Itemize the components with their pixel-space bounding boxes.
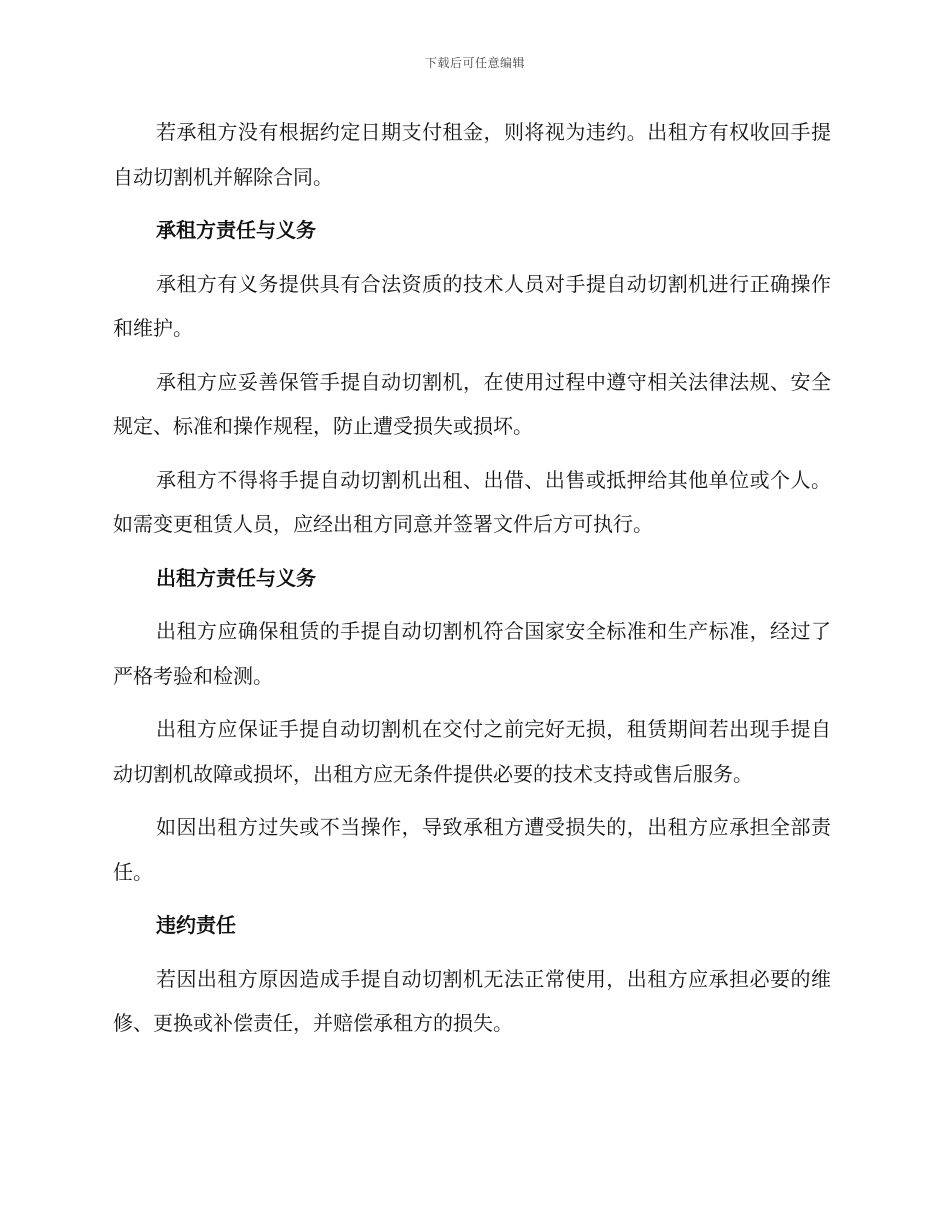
paragraph-lessor-support: 出租方应保证手提自动切割机在交付之前完好无损，租赁期间若出现手提自动切割机故障或损坏，出租方应无条件提供必要的技术支持或售后服务。 bbox=[113, 717, 831, 786]
paragraph-lessee-safekeeping: 承租方应妥善保管手提自动切割机，在使用过程中遵守相关法律法规、安全规定、标准和操作规程，防止遭受损失或损坏。 bbox=[113, 369, 831, 438]
paragraph-lessee-no-sublease: 承租方不得将手提自动切割机出租、出借、出售或抵押给其他单位或个人。如需变更租赁人员，应经出租方同意并签署文件后方可执行。 bbox=[113, 467, 831, 536]
section-heading-breach: 违约责任 bbox=[156, 913, 236, 937]
paragraph-lessor-standards: 出租方应确保租赁的手提自动切割机符合国家安全标准和生产标准，经过了严格考验和检测。 bbox=[113, 619, 831, 688]
section-heading-lessor-duties: 出租方责任与义务 bbox=[156, 565, 316, 590]
document-body bbox=[113, 110, 831, 1055]
section-heading-lessee-duties: 承租方责任与义务 bbox=[156, 218, 316, 242]
paragraph-breach-repair: 若因出租方原因造成手提自动切割机无法正常使用，出租方应承担必要的维修、更换或补偿责任，并赔偿承租方的损失。 bbox=[113, 966, 831, 1035]
paragraph-late-rent: 若承租方没有根据约定日期支付租金，则将视为违约。出租方有权收回手提自动切割机并解除合同。 bbox=[113, 120, 831, 189]
page-header: 下载后可任意编辑 bbox=[424, 56, 525, 70]
paragraph-lessor-liability: 如因出租方过失或不当操作，导致承租方遭受损失的，出租方应承担全部责任。 bbox=[113, 815, 831, 884]
paragraph-lessee-technicians: 承租方有义务提供具有合法资质的技术人员对手提自动切割机进行正确操作和维护。 bbox=[113, 271, 831, 340]
